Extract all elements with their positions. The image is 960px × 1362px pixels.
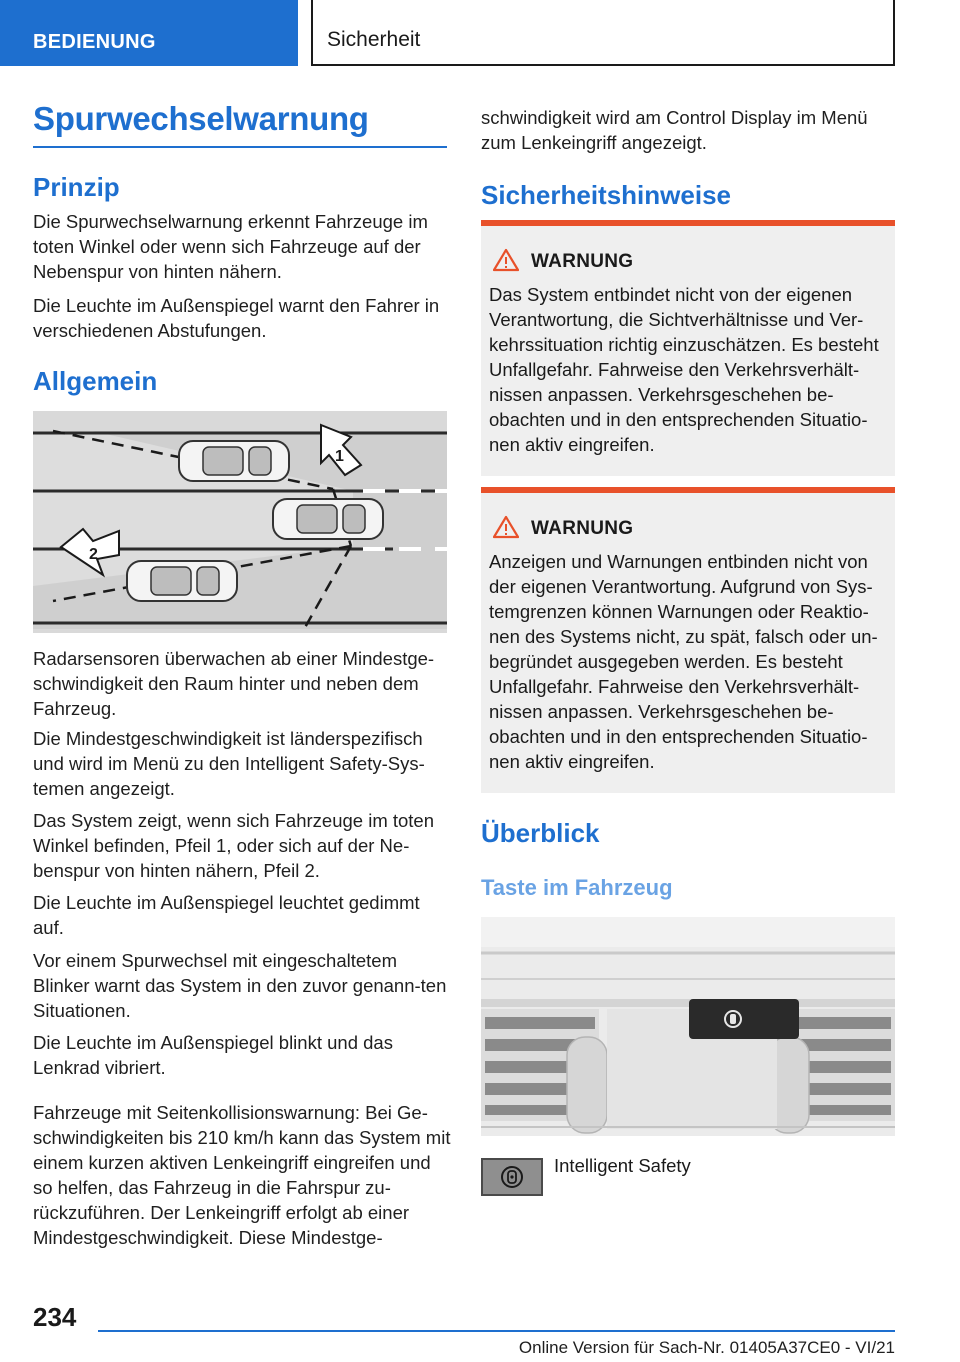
left-air-vent bbox=[481, 1009, 607, 1133]
allgemein-paragraph-6: Die Leuchte im Außenspiegel blinkt und das Lenkrad vibriert. bbox=[33, 1032, 393, 1078]
chapter-tab: BEDIENUNG bbox=[0, 0, 298, 66]
warning-label: WARNUNG bbox=[531, 251, 634, 272]
allgemein-paragraph-4: Die Leuchte im Außenspiegel leuchtet gedimmt auf. bbox=[33, 892, 420, 938]
warning-box-1 bbox=[481, 220, 895, 476]
footer-divider bbox=[98, 1330, 895, 1332]
warning-text: Anzeigen und Warnungen entbinden nicht von der eigenen Verantwortung. Aufgrund von Sys-temgrenzen können Warnungen oder Reaktio-nen des Systems nicht, zu spät, falsch oder un-begründet ausgegeben werden. Es besteht Unfallgefahr. Fahrweise den Verkehrsverhält-nissen anpassen. Verkehrsgeschehen be-obachten und in den entsprechenden Situatio-nen aktiv eingreifen. bbox=[489, 551, 878, 772]
page-header bbox=[0, 0, 960, 66]
section-tab: Sicherheit bbox=[311, 0, 895, 66]
footer-version-text: Online Version für Sach-Nr. 01405A37CE0 - VI/21 bbox=[518, 1338, 895, 1357]
page-number: 234 bbox=[33, 1302, 77, 1332]
allgemein-paragraph-7: Fahrzeuge mit Seitenkollisionswarnung: Bei Ge-schwindigkeiten bis 210 km/h kann das System mit einem kurzen aktiven Lenkeingriff eingreifen und so helfen, das Fahrzeug in die Fahrspur zu-rückzuführen. Der Lenkeingriff erfolgt ab einer Mindestgeschwindigkeit. Diese Mindestge- bbox=[33, 1102, 451, 1248]
intelligent-safety-icon bbox=[481, 1158, 543, 1196]
warning-box-2 bbox=[481, 487, 895, 793]
prinzip-paragraph-2: Die Leuchte im Außenspiegel warnt den Fahrer in verschiedenen Abstufungen. bbox=[33, 295, 440, 341]
intelligent-safety-label: Intelligent Safety bbox=[554, 1155, 691, 1176]
page-title: Spurwechselwarnung bbox=[33, 100, 369, 137]
arrow-2-label: 2 bbox=[89, 546, 98, 563]
warning-triangle-icon bbox=[493, 515, 519, 544]
heading-prinzip: Prinzip bbox=[33, 172, 120, 202]
title-divider bbox=[33, 146, 447, 148]
heading-sicherheitshinweise: Sicherheitshinweise bbox=[481, 180, 731, 210]
warning-triangle-icon bbox=[493, 248, 519, 277]
allgemein-paragraph-3: Das System zeigt, wenn sich Fahrzeuge im toten Winkel befinden, Pfeil 1, oder sich auf der Ne-benspur von hinten nähern, Pfeil 2. bbox=[33, 810, 435, 881]
heading-allgemein: Allgemein bbox=[33, 366, 158, 396]
dashboard-button-photo bbox=[481, 917, 895, 1136]
prinzip-paragraph-1: Die Spurwechselwarnung erkennt Fahrzeuge im toten Winkel oder wenn sich Fahrzeuge auf der Nebenspur von hinten nähern. bbox=[33, 211, 428, 282]
vehicle-blind-spot bbox=[179, 441, 289, 481]
heading-ueberblick: Überblick bbox=[481, 818, 600, 848]
warning-text: Das System entbindet nicht von der eigenen Verantwortung, die Sichtverhältnisse und Ver-kehrssituation richtig einzuschätzen. Es besteht Unfallgefahr. Fahrweise den Verkehrsverhält-nissen anpassen. Verkehrsgeschehen be-obachten und in den entsprechenden Situatio-nen aktiv eingreifen. bbox=[489, 284, 879, 455]
allgemein-paragraph-1: Radarsensoren überwachen ab einer Mindestge-schwindigkeit den Raum hinter und neben dem Fahrzeug. bbox=[33, 648, 435, 719]
allgemein-paragraph-2: Die Mindestgeschwindigkeit ist länderspezifisch und wird im Menü zu den Intelligent Safety-Sys-temen angezeigt. bbox=[33, 728, 425, 799]
arrow-1-label: 1 bbox=[335, 448, 344, 465]
warning-header bbox=[493, 515, 887, 543]
lane-change-diagram bbox=[33, 411, 447, 633]
allgemein-paragraph-7-continued: schwindigkeit wird am Control Display im Menü zum Lenkeingriff angezeigt. bbox=[481, 107, 868, 153]
warning-header bbox=[493, 248, 887, 276]
intelligent-safety-button bbox=[689, 999, 799, 1039]
warning-label: WARNUNG bbox=[531, 518, 634, 539]
vehicle-approaching bbox=[127, 561, 237, 601]
vehicle-own bbox=[273, 499, 383, 539]
heading-taste-im-fahrzeug: Taste im Fahrzeug bbox=[481, 875, 673, 900]
allgemein-paragraph-5: Vor einem Spurwechsel mit eingeschaltetem Blinker warnt das System in den zuvor genann-ten Situationen. bbox=[33, 950, 447, 1021]
